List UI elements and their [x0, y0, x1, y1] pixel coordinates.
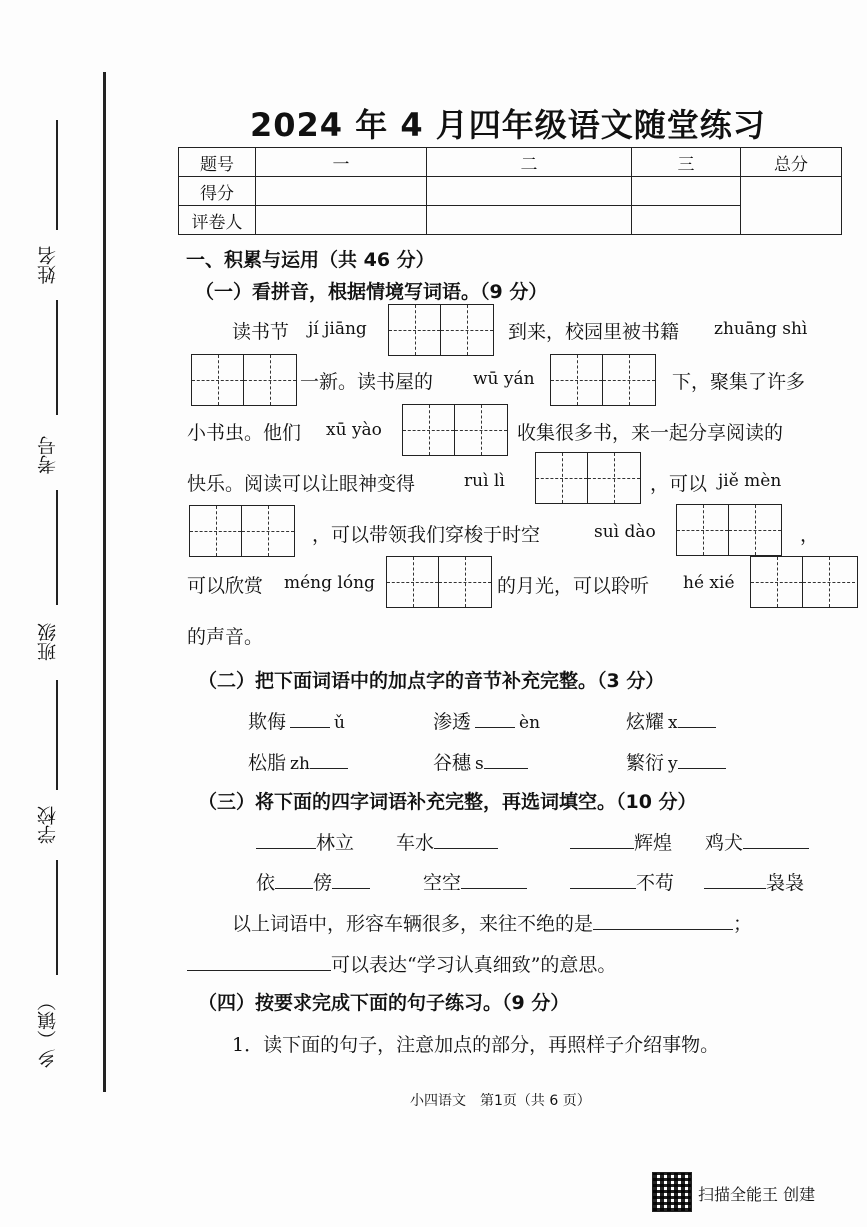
- syllable-prefix: x: [668, 713, 678, 733]
- answer-blank[interactable]: [678, 709, 716, 728]
- word: 渗透: [433, 711, 472, 733]
- answer-grid-6[interactable]: [189, 505, 295, 557]
- idiom-part: 鸡犬: [705, 832, 744, 854]
- score-header-total: 总分: [741, 148, 842, 177]
- answer-blank[interactable]: [570, 870, 636, 889]
- grader-cell[interactable]: [427, 206, 632, 235]
- syllable-prefix: zh: [290, 754, 310, 774]
- answer-blank[interactable]: [570, 830, 634, 849]
- score-header-qno: 题号: [179, 148, 256, 177]
- word: 炫耀: [626, 711, 665, 733]
- idiom-part: 车水: [396, 832, 435, 854]
- score-header-3: 三: [632, 148, 741, 177]
- town-label: 乡（镇）: [37, 992, 59, 1068]
- idiom-part: 不苟: [636, 872, 675, 894]
- answer-blank[interactable]: [434, 830, 498, 849]
- part-4-heading: （四）按要求完成下面的句子练习。（9 分）: [198, 992, 570, 1014]
- fill-question-2: [187, 950, 616, 977]
- section-1-heading: 一、积累与运用（共 46 分）: [186, 249, 435, 271]
- syllable-hint: ǔ: [334, 713, 345, 733]
- idiom-item: [396, 828, 498, 855]
- answer-blank[interactable]: [678, 750, 726, 769]
- answer-blank[interactable]: [461, 870, 527, 889]
- name-field-line[interactable]: [56, 120, 58, 230]
- total-score-cell[interactable]: [741, 177, 842, 235]
- answer-grid-8[interactable]: [386, 556, 492, 608]
- p1-line4-text-b: ，可以: [650, 473, 708, 495]
- p1-line3-text-b: 收集很多书，来一起分享阅读的: [517, 422, 784, 444]
- idiom-part: 空空: [423, 872, 462, 894]
- part-3-heading: （三）将下面的四字词语补充完整，再选词填空。（10 分）: [198, 791, 697, 813]
- answer-blank[interactable]: [332, 870, 370, 889]
- p1-line3-text: 小书虫。他们: [187, 422, 302, 444]
- score-table: [178, 147, 842, 235]
- idiom-item: [704, 868, 804, 895]
- idiom-item: [423, 868, 527, 895]
- pinyin-he-xie: hé xié: [683, 573, 735, 593]
- p1-line6-text: 可以欣赏: [187, 575, 264, 597]
- answer-blank[interactable]: [593, 911, 733, 930]
- idiom-part: 辉煌: [634, 832, 673, 854]
- answer-blank[interactable]: [290, 709, 330, 728]
- answer-blank[interactable]: [484, 750, 528, 769]
- pinyin-sui-dao: suì dào: [594, 522, 656, 542]
- score-row-label: 得分: [179, 177, 256, 206]
- class-label: 班级: [37, 623, 59, 661]
- p1-line1-text: 读书节: [232, 321, 290, 343]
- syllable-hint: èn: [519, 713, 541, 733]
- question-text: 以上词语中，形容车辆很多，来往不绝的是: [232, 913, 594, 935]
- answer-blank[interactable]: [256, 830, 316, 849]
- exam-no-field-line[interactable]: [56, 300, 58, 415]
- score-header-1: 一: [256, 148, 427, 177]
- answer-blank[interactable]: [187, 952, 331, 971]
- pinyin-zhuang-shi: zhuāng shì: [714, 319, 808, 339]
- score-header-2: 二: [427, 148, 632, 177]
- idiom-part: 林立: [316, 832, 355, 854]
- word-item: [626, 748, 726, 775]
- word-item: [433, 707, 540, 734]
- word: 谷穗: [433, 752, 472, 774]
- class-field-line[interactable]: [56, 490, 58, 605]
- answer-blank[interactable]: [743, 830, 809, 849]
- grader-cell[interactable]: [256, 206, 427, 235]
- pinyin-wu-yan: wū yán: [473, 369, 535, 389]
- part-4-item-1: 1．读下面的句子，注意加点的部分，再照样子介绍事物。: [232, 1034, 720, 1056]
- idiom-item: [256, 868, 370, 895]
- answer-blank[interactable]: [310, 750, 348, 769]
- answer-grid-2[interactable]: [191, 354, 297, 406]
- school-label: 学校: [37, 806, 59, 844]
- p1-line4-text: 快乐。阅读可以让眼神变得: [187, 473, 416, 495]
- punctuation: ；: [733, 913, 753, 935]
- scanner-watermark: 扫描全能王 创建: [698, 1185, 816, 1204]
- score-cell[interactable]: [256, 177, 427, 206]
- answer-grid-9[interactable]: [750, 556, 858, 608]
- idiom-item: [256, 828, 354, 855]
- pinyin-rui-li: ruì lì: [464, 471, 505, 491]
- answer-blank[interactable]: [475, 709, 515, 728]
- name-label: 姓名: [37, 246, 59, 284]
- fill-question-1: [232, 909, 752, 936]
- answer-grid-3[interactable]: [550, 354, 656, 406]
- answer-grid-4[interactable]: [402, 404, 508, 456]
- school-field-line[interactable]: [56, 680, 58, 790]
- word-item: [248, 707, 345, 734]
- p1-line2-text: 一新。读书屋的: [300, 371, 434, 393]
- page-title: 2024 年 4 月四年级语文随堂练习: [250, 106, 766, 144]
- word: 松脂: [248, 752, 287, 774]
- p1-line5-comma: ，: [800, 524, 820, 546]
- part-2-heading: （二）把下面词语中的加点字的音节补充完整。（3 分）: [198, 670, 665, 692]
- question-text: 可以表达“学习认真细致”的意思。: [331, 954, 617, 976]
- p1-line5-text: ，可以带领我们穿梭于时空: [312, 524, 541, 546]
- pinyin-meng-long: méng lóng: [284, 573, 375, 593]
- p1-line7-text: 的声音。: [187, 626, 264, 648]
- idiom-part: 袅袅: [766, 872, 805, 894]
- syllable-prefix: y: [668, 754, 678, 774]
- grader-cell[interactable]: [632, 206, 741, 235]
- pinyin-jie-men: jiě mèn: [718, 471, 782, 491]
- score-cell[interactable]: [427, 177, 632, 206]
- pinyin-xu-yao: xū yào: [326, 420, 382, 440]
- binding-line: [103, 72, 106, 1092]
- syllable-prefix: s: [475, 754, 484, 774]
- word-item: [626, 707, 716, 734]
- word-item: [248, 748, 348, 775]
- answer-grid-5[interactable]: [535, 452, 641, 504]
- town-field-line[interactable]: [56, 860, 58, 975]
- p1-line1-text-b: 到来，校园里被书籍: [508, 321, 680, 343]
- idiom-item: [570, 868, 674, 895]
- pinyin-ji-jiang: jí jiāng: [308, 319, 367, 339]
- idiom-part: 傍: [313, 872, 333, 894]
- p1-line6-text-b: 的月光，可以聆听: [497, 575, 650, 597]
- idiom-item: [570, 828, 672, 855]
- answer-blank[interactable]: [275, 870, 313, 889]
- grader-row-label: 评卷人: [179, 206, 256, 235]
- score-cell[interactable]: [632, 177, 741, 206]
- answer-grid-1[interactable]: [388, 304, 494, 356]
- p1-line2-text-b: 下，聚集了许多: [672, 371, 806, 393]
- word: 欺侮: [248, 711, 287, 733]
- word: 繁衍: [626, 752, 665, 774]
- idiom-part: 依: [256, 872, 276, 894]
- page-footer: 小四语文 第1页（共 6 页）: [410, 1093, 591, 1109]
- word-item: [433, 748, 528, 775]
- answer-blank[interactable]: [704, 870, 766, 889]
- part-1-heading: （一）看拼音，根据情境写词语。（9 分）: [195, 281, 548, 303]
- exam-no-label: 考号: [37, 436, 59, 474]
- idiom-item: [705, 828, 809, 855]
- answer-grid-7[interactable]: [676, 504, 782, 556]
- qr-code-icon: [652, 1172, 692, 1212]
